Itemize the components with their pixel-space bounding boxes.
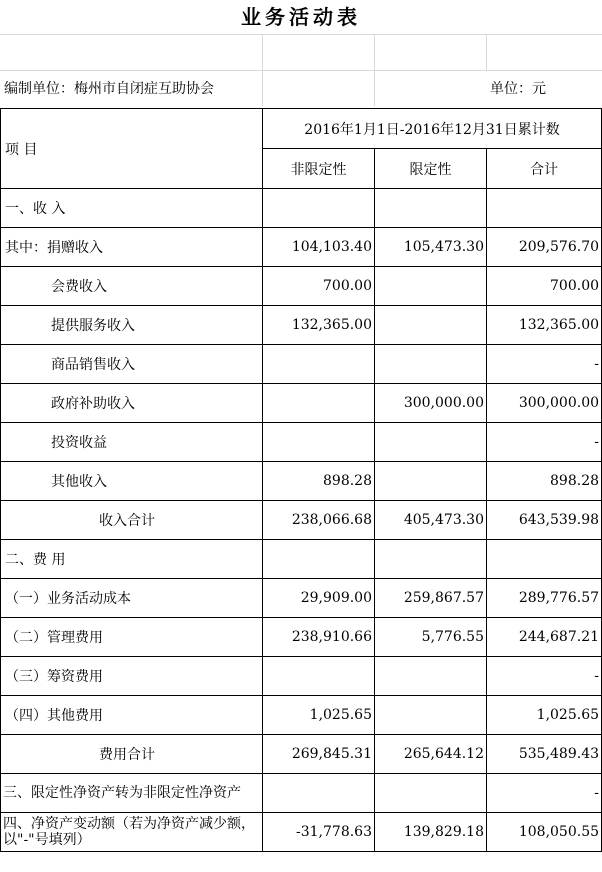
restricted-cell bbox=[375, 696, 487, 735]
unrestricted-cell: 1,025.65 bbox=[263, 696, 375, 735]
currency-unit-label: 单位：元 bbox=[490, 81, 546, 97]
total-cell: 643,539.98 bbox=[487, 501, 602, 540]
table-row bbox=[1, 696, 602, 735]
row-label: 二、费 用 bbox=[1, 540, 263, 579]
row-label: 其他收入 bbox=[1, 462, 263, 501]
unrestricted-cell: 898.28 bbox=[263, 462, 375, 501]
activity-statement-table bbox=[0, 108, 602, 852]
row-label: 费用合计 bbox=[1, 735, 263, 774]
table-row bbox=[1, 579, 602, 618]
total-header: 合计 bbox=[487, 149, 602, 189]
table-row bbox=[1, 384, 602, 423]
row-label: 收入合计 bbox=[1, 501, 263, 540]
gridline bbox=[486, 34, 487, 70]
table-row bbox=[1, 345, 602, 384]
row-label: 一、收 入 bbox=[1, 189, 263, 228]
report-title: 业务活动表 bbox=[241, 5, 361, 29]
restricted-header: 限定性 bbox=[375, 149, 487, 189]
unrestricted-cell: 238,066.68 bbox=[263, 501, 375, 540]
table-row bbox=[1, 306, 602, 345]
row-label: 投资收益 bbox=[1, 423, 263, 462]
row-label: 三、限定性净资产转为非限定性净资产 bbox=[1, 774, 263, 813]
row-label: （一）业务活动成本 bbox=[1, 579, 263, 618]
total-cell: 535,489.43 bbox=[487, 735, 602, 774]
total-cell: 289,776.57 bbox=[487, 579, 602, 618]
restricted-cell: 105,473.30 bbox=[375, 228, 487, 267]
total-cell: 108,050.55 bbox=[487, 813, 602, 852]
restricted-cell bbox=[375, 540, 487, 579]
row-label: 商品销售收入 bbox=[1, 345, 263, 384]
restricted-cell bbox=[375, 189, 487, 228]
restricted-cell bbox=[375, 345, 487, 384]
total-cell: 209,576.70 bbox=[487, 228, 602, 267]
restricted-cell: 259,867.57 bbox=[375, 579, 487, 618]
restricted-cell bbox=[375, 306, 487, 345]
unrestricted-cell: -31,778.63 bbox=[263, 813, 375, 852]
restricted-cell bbox=[375, 423, 487, 462]
table-row bbox=[1, 657, 602, 696]
restricted-cell bbox=[375, 657, 487, 696]
unrestricted-cell: 238,910.66 bbox=[263, 618, 375, 657]
unrestricted-cell: 104,103.40 bbox=[263, 228, 375, 267]
total-cell: - bbox=[487, 657, 602, 696]
table-row bbox=[1, 618, 602, 657]
table-header-row bbox=[1, 109, 602, 149]
table-row bbox=[1, 423, 602, 462]
unrestricted-cell: 132,365.00 bbox=[263, 306, 375, 345]
table-row bbox=[1, 735, 602, 774]
total-cell: - bbox=[487, 345, 602, 384]
gridline bbox=[374, 70, 375, 106]
table-row bbox=[1, 540, 602, 579]
restricted-cell: 139,829.18 bbox=[375, 813, 487, 852]
row-label: 会费收入 bbox=[1, 267, 263, 306]
unrestricted-cell bbox=[263, 423, 375, 462]
gridline bbox=[0, 34, 602, 35]
unrestricted-cell bbox=[263, 189, 375, 228]
row-label: （三）筹资费用 bbox=[1, 657, 263, 696]
total-cell: - bbox=[487, 774, 602, 813]
row-label: 其中：捐赠收入 bbox=[1, 228, 263, 267]
unrestricted-cell bbox=[263, 774, 375, 813]
total-cell: 700.00 bbox=[487, 267, 602, 306]
total-cell: 132,365.00 bbox=[487, 306, 602, 345]
table-row bbox=[1, 462, 602, 501]
gridline bbox=[374, 34, 375, 70]
total-cell: 898.28 bbox=[487, 462, 602, 501]
unrestricted-cell bbox=[263, 384, 375, 423]
unrestricted-cell bbox=[263, 345, 375, 384]
table-row bbox=[1, 228, 602, 267]
gridline bbox=[262, 70, 263, 106]
organization-label: 编制单位：梅州市自闭症互助协会 bbox=[4, 81, 214, 97]
table-row bbox=[1, 774, 602, 813]
table-row bbox=[1, 189, 602, 228]
total-cell: 1,025.65 bbox=[487, 696, 602, 735]
item-column-header: 项 目 bbox=[1, 109, 263, 189]
row-label: 四、净资产变动额（若为净资产减少额，以"-"号填列） bbox=[1, 813, 263, 852]
row-label: （二）管理费用 bbox=[1, 618, 263, 657]
unrestricted-cell: 29,909.00 bbox=[263, 579, 375, 618]
row-label: （四）其他费用 bbox=[1, 696, 263, 735]
table-row bbox=[1, 501, 602, 540]
restricted-cell: 5,776.55 bbox=[375, 618, 487, 657]
row-label: 政府补助收入 bbox=[1, 384, 263, 423]
restricted-cell: 300,000.00 bbox=[375, 384, 487, 423]
unrestricted-cell: 700.00 bbox=[263, 267, 375, 306]
unrestricted-cell bbox=[263, 657, 375, 696]
unrestricted-cell: 269,845.31 bbox=[263, 735, 375, 774]
unrestricted-cell bbox=[263, 540, 375, 579]
restricted-cell bbox=[375, 774, 487, 813]
unrestricted-header: 非限定性 bbox=[263, 149, 375, 189]
restricted-cell bbox=[375, 462, 487, 501]
gridline bbox=[262, 34, 263, 70]
total-cell: 244,687.21 bbox=[487, 618, 602, 657]
restricted-cell bbox=[375, 267, 487, 306]
total-cell: - bbox=[487, 423, 602, 462]
restricted-cell: 405,473.30 bbox=[375, 501, 487, 540]
total-cell: 300,000.00 bbox=[487, 384, 602, 423]
total-cell bbox=[487, 540, 602, 579]
total-cell bbox=[487, 189, 602, 228]
table-row bbox=[1, 267, 602, 306]
restricted-cell: 265,644.12 bbox=[375, 735, 487, 774]
table-row bbox=[1, 813, 602, 852]
period-header: 2016年1月1日-2016年12月31日累计数 bbox=[263, 109, 602, 149]
row-label: 提供服务收入 bbox=[1, 306, 263, 345]
gridline bbox=[0, 70, 602, 71]
